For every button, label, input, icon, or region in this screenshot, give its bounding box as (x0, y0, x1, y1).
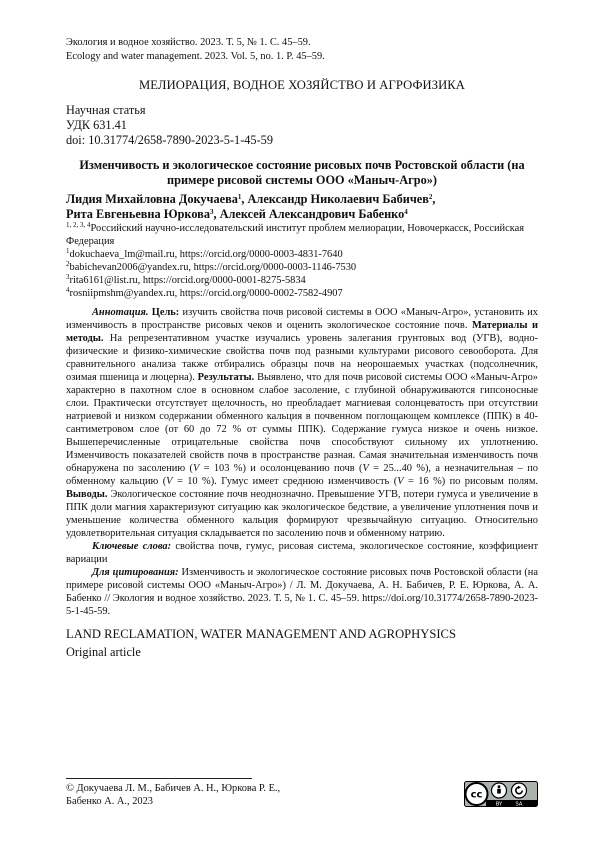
section-title-en: LAND RECLAMATION, WATER MANAGEMENT AND AGROPHYSICS (66, 627, 456, 641)
author-list: Лидия Михайловна Докучаева$^1$, Александр Николаевич Бабичев$^2$, Рита Евгеньевна Юркова$^3$, Алексей Александрович Бабенко$^4$ (66, 192, 436, 221)
abstract-label: Аннотация. (92, 307, 149, 318)
keywords-text: свойства почв, гумус, рисовая система, экологическое состояние, коэффициент вариации (66, 541, 538, 565)
journal-line-en: Ecology and water management. 2023. Vol. 5, no. 1. P. 45–59. (66, 51, 325, 62)
conclusions-label: Выводы. (66, 489, 108, 500)
footer-divider (66, 778, 252, 779)
author-contact[interactable]: $^4$rosniipmshm@yandex.ru, https://orcid.org/0000-0002-7582-4907 (66, 286, 343, 299)
journal-header (66, 36, 538, 64)
by-label: BY (495, 801, 503, 807)
keywords-label: Ключевые слова: (92, 541, 172, 552)
abstract: Аннотация. Цель: изучить свойства почв рисовой системы в ООО «Маныч-Агро», установить их изменчивость в пространстве рисовых чеков и оценить экологическое состояние почв. Материалы и методы. На репрезентативном участке изучались уровень залегания грунтовых вод (УГВ), водно-физические и физико-химические свойства почв под разными культурами рисового севооборота. Для сравнительного анализа также отбирались образцы почв на неорошаемых участках (подсолнечник, озимая пшеница и люцерна). Результаты. Выявлено, что для почв рисовой системы ООО «Маныч-Агро» характерно в пахотном слое в основном слабое засоление, с глубиной обнаруживаются гипсоносные слои. Практически отсутствует щелочность, но преобладает магниевая солонцеватость при отсутствии натриевой и низком содержании обменного кальция в почвенном поглощающем комплексе (ППК) в 40-сантиметровом слое (от 60 до 72 % от суммы ППК). Содержание гумуса низкое и очень низкое. Вышеперечисленные отрицательные свойства почв способствуют сильному их уплотнению. Изменчивость показателей свойств почв в пространстве разная. Самая значительная изменчивость почв обнаружена по засолению (V = 103 %) и осолонцеванию почв (V = 25...40 %), а незначительная – по обменному кальцию (V = 10 %). Гумус имеет среднюю изменчивость (V = 16 %) по рисовым полям. Выводы. Экологическое состояние почв неоднозначно. Превышение УГВ, потери гумуса и увеличение в ППК доли магния характеризуют ситуацию как экологическое бедствие, а увеличение уплотнения почв и уменьшение количества обменного кальция формируют чрезвычайную ситуацию. Относительно удовлетворительная ситуация складывается по засолению почв и обменному натрию. (66, 307, 539, 539)
results-label: Результаты. (197, 372, 255, 383)
by-person-icon (492, 783, 507, 798)
copyright-notice: © Докучаева Л. М., Бабичев А. Н., Юркова Р. Е., Бабенко А. А., 2023 (66, 783, 281, 807)
affiliation-text: Российский научно-исследовательский институт проблем мелиорации, Новочеркасск, Российская Федерация (66, 223, 524, 247)
sa-label: SA (515, 801, 523, 807)
citation (66, 566, 538, 618)
article-title: Изменчивость и экологическое состояние рисовых почв Ростовской области (на примере рисовой системы ООО «Маныч-Агро») (79, 158, 525, 187)
affiliation-sup: 1, 2, 3, 4 (66, 221, 91, 229)
article-meta (66, 103, 538, 148)
keywords (66, 540, 538, 566)
citation-text: Изменчивость и экологическое состояние рисовых почв Ростовской области (на примере рисовой системы ООО «Маныч-Агро») / Л. М. Докучаева, А. Н. Бабичев, Р. Е. Юркова, А. А. Бабенко // Экология и водное хозяйство. 2023. Т. 5, № 1. С. 45–59. https://doi.org/10.31774/2658-7890-2023-5-1-45-59. (66, 567, 538, 617)
udc-code: УДК 631.41 (66, 118, 127, 132)
author-name: Лидия Михайловна Докучаева (66, 192, 238, 206)
doi[interactable]: doi: 10.31774/2658-7890-2023-5-1-45-59 (66, 133, 273, 147)
author-name: Александр Николаевич Бабичев (247, 192, 429, 206)
cc-badge-text: cc (470, 789, 483, 801)
author-contact[interactable]: $^2$babichevan2006@yandex.ru, https://orcid.org/0000-0003-1146-7530 (66, 260, 357, 273)
author-sup: 4 (404, 208, 408, 216)
author-sup: 2 (428, 193, 433, 201)
page-footer (66, 778, 538, 808)
author-contact[interactable]: $^3$rita6161@list.ru, https://orcid.org/0000-0001-8275-5834 (66, 273, 306, 286)
author-sup: 3 (209, 208, 214, 216)
author-name: Алексей Александрович Бабенко (219, 207, 405, 221)
author-name: Рита Евгеньевна Юркова (66, 207, 210, 221)
article-first-page (66, 36, 538, 660)
citation-label: Для цитирования: (92, 567, 179, 578)
journal-line-ru: Экология и водное хозяйство. 2023. Т. 5, № 1. С. 45–59. (66, 37, 311, 48)
section-title-ru: МЕЛИОРАЦИЯ, ВОДНОЕ ХОЗЯЙСТВО И АГРОФИЗИКА (139, 78, 465, 92)
author-sup: 1 (237, 193, 242, 201)
author-contact[interactable]: $^1$dokuchaeva_lm@mail.ru, https://orcid.org/0000-0003-4831-7640 (66, 247, 343, 260)
methods-label: Материалы и методы. (66, 320, 539, 344)
article-type-ru: Научная статья (66, 103, 146, 117)
affiliation-block (66, 222, 538, 300)
sa-share-alike-icon (512, 783, 527, 798)
affiliation (66, 222, 538, 248)
goal-label: Цель: (151, 307, 180, 318)
article-type-en: Original article (66, 645, 141, 659)
cc-by-sa-license-icon[interactable] (464, 781, 538, 807)
